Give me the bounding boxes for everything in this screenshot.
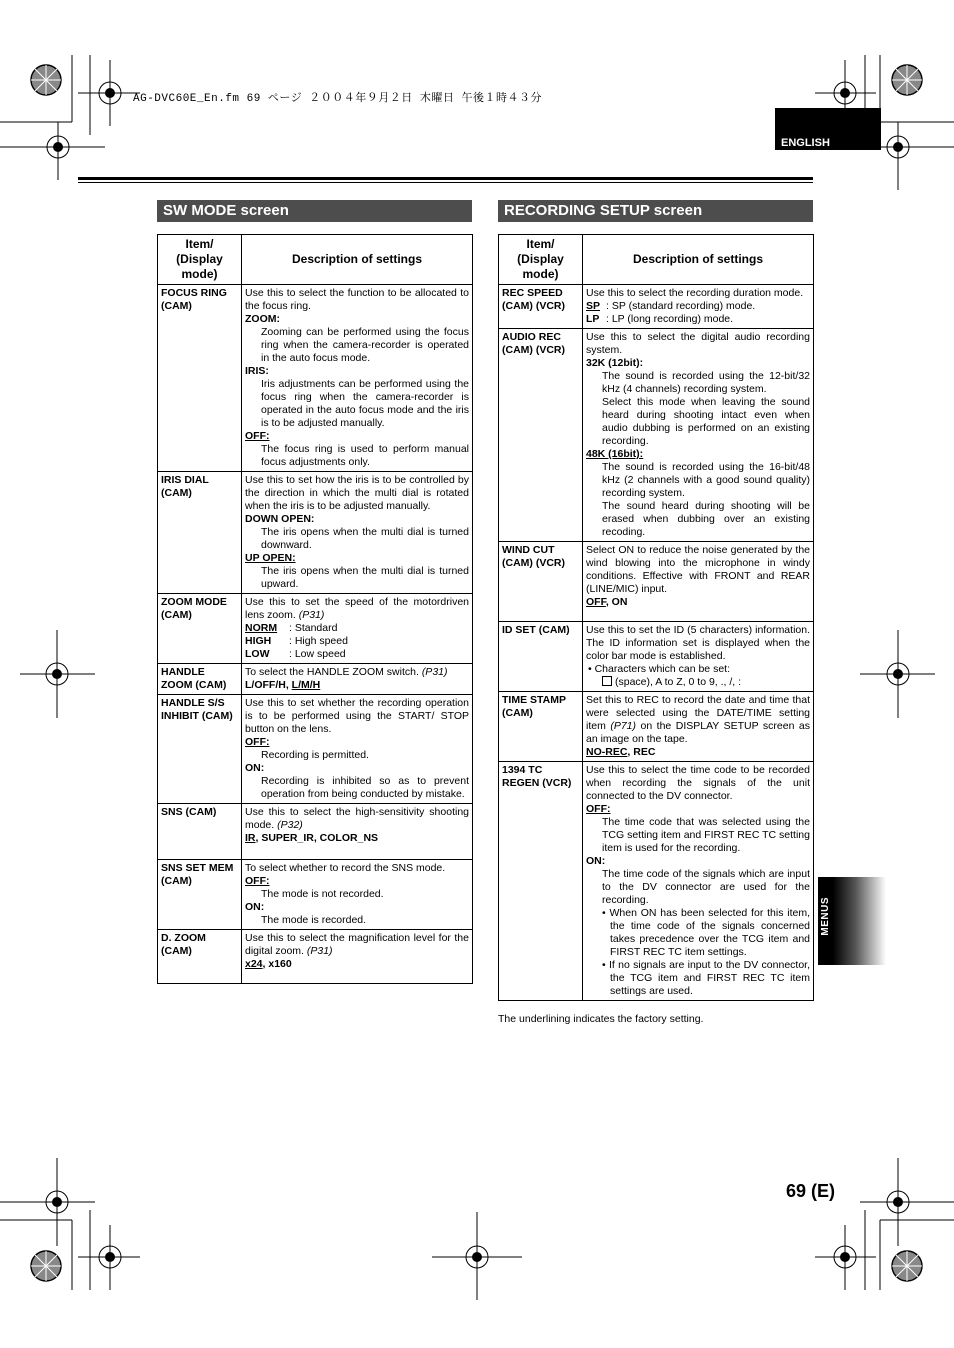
page-ref: (P31)	[306, 945, 333, 957]
desc-text: Use this to set whether the recording operation is to be performed using the START/ STOP button on the lens.	[245, 697, 469, 735]
table-row	[499, 692, 814, 762]
table-row	[158, 804, 473, 860]
item-1394-tc-regen: 1394 TC REGEN (VCR)	[499, 762, 583, 1001]
option-label-default: OFF:	[586, 803, 611, 815]
option-value: : Standard	[289, 622, 338, 634]
recording-setup-table	[498, 234, 814, 1001]
option-list: , REC	[627, 746, 656, 758]
option-default: L/M/H	[291, 679, 321, 691]
item-id-set: ID SET (CAM)	[499, 622, 583, 692]
table-row	[499, 329, 814, 542]
table-row	[158, 285, 473, 472]
desc-text: The sound heard during shooting will be erased when dubbing over an existing recoding.	[602, 500, 810, 538]
sw-mode-title: SW MODE screen	[157, 200, 472, 222]
col-header-item: Item/ (Display mode)	[158, 235, 242, 285]
menus-side-tab-label: MENUS	[820, 897, 831, 936]
option-list: L/OFF/H,	[245, 679, 292, 691]
option-default: NO-REC	[586, 746, 628, 758]
recording-setup-title: RECORDING SETUP screen	[498, 200, 813, 222]
option-key-default: SP	[586, 300, 601, 312]
item-sns: SNS (CAM)	[158, 804, 242, 860]
col-header-desc: Description of settings	[242, 235, 473, 285]
page-number: 69 (E)	[786, 1181, 836, 1201]
desc-text: The focus ring is used to perform manual focus adjustments only.	[261, 443, 469, 468]
header-rule-thin	[78, 182, 813, 183]
option-default: IR	[245, 832, 256, 844]
option-label-default: OFF:	[245, 875, 270, 887]
item-handle-zoom: HANDLE ZOOM (CAM)	[158, 664, 242, 695]
desc-text: Use this to select the digital audio recording system.	[586, 331, 810, 356]
option-label-default: OFF:	[245, 430, 270, 442]
item-focus-ring: FOCUS RING (CAM)	[158, 285, 242, 472]
menus-side-tab	[818, 877, 886, 965]
option-value: : LP (long recording) mode.	[606, 313, 734, 325]
desc-text: Recording is inhibited so as to prevent operation from being conducted by mistake.	[261, 775, 469, 800]
desc-text: Use this to set how the iris is to be controlled by the direction in which the multi dial is rotated when the iris is to be adjusted manually.	[245, 474, 469, 512]
file-header-line: AG-DVC60E_En.fm 69 ページ ２００４年９月２日 木曜日 午後１時４３分	[133, 93, 543, 105]
table-row	[158, 930, 473, 984]
table-row	[158, 594, 473, 664]
item-d-zoom: D. ZOOM (CAM)	[158, 930, 242, 984]
desc-text: To select the HANDLE ZOOM switch.	[245, 666, 419, 678]
language-tab-label: ENGLISH	[781, 137, 830, 149]
option-list: , ON	[605, 596, 628, 608]
item-zoom-mode: ZOOM MODE (CAM)	[158, 594, 242, 664]
option-value: : SP (standard recording) mode.	[606, 300, 756, 312]
option-label: ON:	[586, 855, 606, 867]
col-header-desc: Description of settings	[583, 235, 814, 285]
option-label-default: UP OPEN:	[245, 552, 296, 564]
page-ref: (P71)	[610, 720, 637, 732]
desc-text: The sound is recorded using the 16-bit/48 kHz (2 channels with a good sound quality) recording system.	[602, 461, 810, 499]
desc-text: Select this mode when leaving the sound heard during shooting intact even when audio dubbing is performed on an existing recording.	[602, 396, 810, 447]
option-key: LOW	[245, 648, 270, 660]
bullet-text: If no signals are input to the DV connector, the TCG item and FIRST REC TC item settings are used.	[609, 959, 811, 997]
desc-text: The mode is not recorded.	[261, 888, 384, 900]
desc-text: Set this to REC to record the date and time that were selected using the DATE/TIME setting item	[586, 694, 810, 732]
option-default: x24	[245, 958, 263, 970]
option-default: OFF	[586, 596, 606, 608]
desc-text: Select ON to reduce the noise generated by the wind blowing into the microphone in windy conditions. Effective with FRONT and REAR (LINE/MIC) input.	[586, 544, 810, 595]
factory-setting-note: The underlining indicates the factory setting.	[498, 1013, 704, 1025]
option-label-default: OFF:	[245, 736, 270, 748]
item-rec-speed: REC SPEED (CAM) (VCR)	[499, 285, 583, 329]
table-row	[499, 542, 814, 622]
option-label: ON:	[245, 762, 265, 774]
table-row	[158, 695, 473, 804]
desc-text: Iris adjustments can be performed using the focus ring when the camera-recorder is operated in the auto focus mode and the iris is to be adjusted manually.	[261, 378, 469, 429]
option-key: HIGH	[245, 635, 272, 647]
desc-text: To select whether to record the SNS mode.	[245, 862, 446, 874]
sw-mode-table	[157, 234, 473, 984]
option-label: IRIS:	[245, 365, 269, 377]
table-row	[158, 860, 473, 930]
option-label: 32K (12bit):	[586, 357, 644, 369]
option-label: DOWN OPEN:	[245, 513, 315, 525]
table-row: 1394 TC REGEN (VCR) Use this to select the time code to be recorded when recording the signals of the unit connected to the DV connector. OFF: The time code that was selected using the TCG setting item and FIRST REC TC setting item is used for the recording. ON: The time code of the signals which are input to the DV connector are used for the recording. • When ON has been selected for this item, the time code of the signals concerned takes precedence over the TCG item and FIRST REC TC item settings. • If no signals are input to the DV connector, the TCG item and FIRST REC TC item settings are used.	[499, 762, 814, 1001]
desc-text: on the DISPLAY SETUP screen as an image on the tape.	[586, 720, 810, 745]
option-list: , SUPER_IR, COLOR_NS	[255, 832, 379, 844]
table-row	[158, 472, 473, 594]
char-set: (space), A to Z, 0 to 9, ., /, :	[615, 676, 742, 688]
option-value: : High speed	[289, 635, 348, 647]
desc-text: Use this to set the ID (5 characters) information. The ID information set is displayed when the color bar mode is established.	[586, 624, 810, 662]
option-key-default: NORM	[245, 622, 278, 634]
header-rule	[78, 177, 813, 180]
desc-text: The time code of the signals which are input to the DV connector are used for the recording.	[602, 868, 810, 906]
table-row	[499, 285, 814, 329]
desc-text: Use this to select the time code to be recorded when recording the signals of the unit connected to the DV connector.	[586, 764, 810, 802]
option-key: LP	[586, 313, 600, 325]
bullet-text: When ON has been selected for this item, the time code of the signals concerned takes precedence over the TCG item and FIRST REC TC item settings.	[609, 907, 811, 958]
desc-text: Use this to select the high-sensitivity shooting mode.	[245, 806, 469, 831]
desc-text: Use this to set the speed of the motordriven lens zoom.	[245, 596, 469, 621]
bullet-text: Characters which can be set:	[594, 663, 730, 675]
option-label-default: 48K (16bit):	[586, 448, 644, 460]
desc-text: The iris opens when the multi dial is turned downward.	[261, 526, 469, 551]
item-audio-rec: AUDIO REC (CAM) (VCR)	[499, 329, 583, 542]
desc-text: The time code that was selected using the TCG setting item and FIRST REC TC setting item is used for the recording.	[602, 816, 810, 854]
desc-text: The iris opens when the multi dial is turned upward.	[261, 565, 469, 590]
item-sns-set-mem: SNS SET MEM (CAM)	[158, 860, 242, 930]
desc-text: Use this to select the recording duration mode.	[586, 287, 804, 299]
language-tab	[775, 108, 881, 150]
col-header-item: Item/ (Display mode)	[499, 235, 583, 285]
table-row: ID SET (CAM) Use this to set the ID (5 characters) information. The ID information set is displayed when the color bar mode is established. • Characters which can be set: (space), A to Z, 0 to 9, ., /, :	[499, 622, 814, 692]
desc-text: Zooming can be performed using the focus ring when the camera-recorder is operated in the auto focus mode.	[261, 326, 469, 364]
item-handle-ss-inhibit: HANDLE S/S INHIBIT (CAM)	[158, 695, 242, 804]
page-ref: (P32)	[277, 819, 303, 831]
desc-text: Recording is permitted.	[261, 749, 369, 761]
desc-text: The sound is recorded using the 12-bit/32 kHz (4 channels) recording system.	[602, 370, 810, 395]
desc-text: Use this to select the function to be allocated to the focus ring.	[245, 287, 469, 312]
option-label: ZOOM:	[245, 313, 280, 325]
desc-text: The mode is recorded.	[261, 914, 367, 926]
option-list: , x160	[262, 958, 292, 970]
space-box-icon	[602, 676, 612, 686]
item-iris-dial: IRIS DIAL (CAM)	[158, 472, 242, 594]
table-row	[158, 664, 473, 695]
option-label: ON:	[245, 901, 265, 913]
desc-text: Use this to select the magnification level for the digital zoom.	[245, 932, 469, 957]
page-ref: (P31)	[421, 666, 448, 678]
item-time-stamp: TIME STAMP (CAM)	[499, 692, 583, 762]
item-wind-cut: WIND CUT (CAM) (VCR)	[499, 542, 583, 622]
option-value: : Low speed	[289, 648, 346, 660]
page-ref: (P31)	[298, 609, 325, 621]
